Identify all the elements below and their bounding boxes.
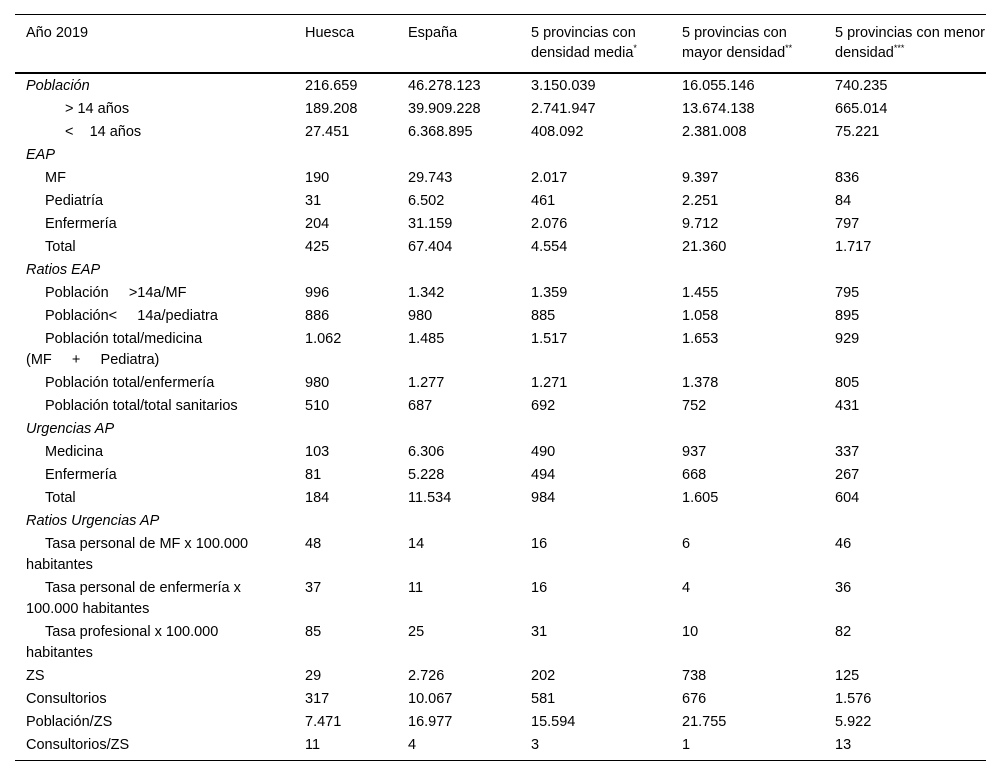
section-label: Urgencias AP <box>26 421 115 437</box>
cell: 11 <box>294 734 397 761</box>
row-label: Enfermería <box>45 216 117 232</box>
table-row <box>15 305 986 328</box>
cell: 740.235 <box>835 78 888 94</box>
cell: 125 <box>835 668 860 684</box>
cell: 21.360 <box>682 239 727 255</box>
cell: 317 <box>305 691 330 707</box>
cell: 2.741.947 <box>531 101 596 117</box>
row-label: Tasa personal de enfermería x 100.000 habitantes <box>26 580 241 617</box>
header-huesca: Huesca <box>294 15 397 74</box>
cell: 1.653 <box>682 331 719 347</box>
table-row <box>15 121 986 144</box>
cell: 668 <box>682 467 707 483</box>
cell: 82 <box>835 624 852 640</box>
header-densidad-media: 5 provincias con densidad media* <box>520 15 671 74</box>
cell: 9.712 <box>682 216 719 232</box>
cell: 1 <box>671 734 824 761</box>
cell: 2.076 <box>531 216 568 232</box>
cell: 738 <box>682 668 707 684</box>
section-label: EAP <box>26 147 56 163</box>
cell: 996 <box>305 285 330 301</box>
header-espana: España <box>397 15 520 74</box>
table-row <box>15 621 986 665</box>
cell: 836 <box>835 170 860 186</box>
cell: 11 <box>408 580 424 596</box>
table-row <box>15 487 986 510</box>
data-table <box>15 14 986 761</box>
row-label: Medicina <box>45 444 104 460</box>
cell: 37 <box>305 580 322 596</box>
cell: 29.743 <box>408 170 453 186</box>
row-label: Tasa personal de MF x 100.000 habitantes <box>26 536 249 573</box>
cell: 5.228 <box>408 467 445 483</box>
cell: 337 <box>835 444 860 460</box>
section-row <box>15 418 986 441</box>
row-label: Consultorios <box>26 691 107 707</box>
cell: 929 <box>835 331 860 347</box>
cell: 4 <box>397 734 520 761</box>
table-row <box>15 577 986 621</box>
row-label: ZS <box>26 668 45 684</box>
cell: 494 <box>531 467 556 483</box>
cell: 6 <box>682 536 691 552</box>
cell: 1.576 <box>835 691 872 707</box>
table-row <box>15 395 986 418</box>
cell: 510 <box>305 398 330 414</box>
cell: 85 <box>305 624 322 640</box>
cell: 1.455 <box>682 285 719 301</box>
section-label: Ratios Urgencias AP <box>26 513 160 529</box>
cell: 797 <box>835 216 860 232</box>
cell: 84 <box>835 193 852 209</box>
cell: 204 <box>305 216 330 232</box>
cell: 25 <box>408 624 425 640</box>
footnote-mark: * <box>633 43 637 53</box>
table-row <box>15 167 986 190</box>
row-label: Población/ZS <box>26 714 113 730</box>
cell: 2.251 <box>682 193 719 209</box>
section-row <box>15 510 986 533</box>
table-row <box>15 533 986 577</box>
cell: 16 <box>531 536 548 552</box>
cell: 1.062 <box>305 331 342 347</box>
footnote-mark: *** <box>893 43 905 53</box>
cell: 16.055.146 <box>682 78 755 94</box>
cell: 6.502 <box>408 193 445 209</box>
table-row <box>15 372 986 395</box>
cell: 1.517 <box>531 331 568 347</box>
table-row <box>15 441 986 464</box>
section-label: Población <box>26 78 90 94</box>
cell: 2.381.008 <box>682 124 747 140</box>
cell: 216.659 <box>305 78 358 94</box>
cell: 1.058 <box>682 308 719 324</box>
cell: 9.397 <box>682 170 719 186</box>
table-row <box>15 734 986 761</box>
cell: 980 <box>305 375 330 391</box>
row-label: MF <box>45 170 66 186</box>
cell: 189.208 <box>305 101 358 117</box>
cell: 1.717 <box>835 239 872 255</box>
table-row <box>15 711 986 734</box>
header-menor-densidad: 5 provincias con menor densidad*** <box>824 15 986 74</box>
cell: 1.277 <box>408 375 445 391</box>
cell: 4 <box>682 580 691 596</box>
cell: 937 <box>682 444 707 460</box>
cell: 1.485 <box>408 331 445 347</box>
row-label: Pediatría <box>45 193 104 209</box>
cell: 687 <box>408 398 433 414</box>
cell: 1.342 <box>408 285 445 301</box>
table-body <box>15 73 986 761</box>
row-label: Consultorios/ZS <box>15 734 294 761</box>
cell: 202 <box>531 668 556 684</box>
header-year: Año 2019 <box>15 15 294 74</box>
row-label: Total <box>45 490 76 506</box>
row-label: Población total/enfermería <box>45 375 215 391</box>
cell: 1.359 <box>531 285 568 301</box>
cell: 425 <box>305 239 330 255</box>
cell: 75.221 <box>835 124 880 140</box>
cell: 46 <box>835 536 852 552</box>
cell: 4.554 <box>531 239 568 255</box>
cell: 805 <box>835 375 860 391</box>
table-row <box>15 282 986 305</box>
cell: 886 <box>305 308 330 324</box>
cell: 16 <box>531 580 548 596</box>
cell: 2.017 <box>531 170 568 186</box>
cell: 27.451 <box>305 124 350 140</box>
table-row <box>15 73 986 98</box>
table-row <box>15 190 986 213</box>
row-label: Enfermería <box>45 467 117 483</box>
cell: 665.014 <box>835 101 888 117</box>
cell: 14 <box>408 536 425 552</box>
table-row <box>15 688 986 711</box>
cell: 11.534 <box>408 490 452 506</box>
cell: 10.067 <box>408 691 453 707</box>
row-label: < 14 años <box>65 124 142 140</box>
cell: 48 <box>305 536 322 552</box>
cell: 103 <box>305 444 330 460</box>
cell: 81 <box>305 467 322 483</box>
cell: 13 <box>824 734 986 761</box>
cell: 408.092 <box>531 124 584 140</box>
cell: 267 <box>835 467 860 483</box>
row-label: Población< 14a/pediatra <box>45 308 218 324</box>
cell: 31.159 <box>408 216 453 232</box>
cell: 31 <box>305 193 322 209</box>
cell: 984 <box>531 490 556 506</box>
cell: 46.278.123 <box>408 78 481 94</box>
section-row <box>15 144 986 167</box>
cell: 6.368.895 <box>408 124 473 140</box>
cell: 2.726 <box>408 668 445 684</box>
table-row <box>15 328 986 372</box>
header-row <box>15 15 986 74</box>
cell: 67.404 <box>408 239 453 255</box>
row-label: Población >14a/MF <box>45 285 187 301</box>
cell: 692 <box>531 398 556 414</box>
cell: 16.977 <box>408 714 453 730</box>
cell: 31 <box>531 624 548 640</box>
cell: 461 <box>531 193 556 209</box>
cell: 36 <box>835 580 852 596</box>
section-label: Ratios EAP <box>26 262 101 278</box>
table-row <box>15 236 986 259</box>
cell: 1.271 <box>531 375 568 391</box>
cell: 885 <box>531 308 556 324</box>
cell: 6.306 <box>408 444 445 460</box>
table-row <box>15 98 986 121</box>
row-label: Tasa profesional x 100.000 habitantes <box>26 624 219 661</box>
cell: 29 <box>305 668 322 684</box>
cell: 184 <box>305 490 330 506</box>
cell: 980 <box>408 308 433 324</box>
cell: 190 <box>305 170 330 186</box>
cell: 676 <box>682 691 707 707</box>
cell: 1.605 <box>682 490 719 506</box>
row-label: Total <box>45 239 76 255</box>
cell: 13.674.138 <box>682 101 755 117</box>
table-row <box>15 213 986 236</box>
table-row <box>15 464 986 487</box>
cell: 21.755 <box>682 714 727 730</box>
row-label: Población total/medicina (MF + Pediatra) <box>26 331 203 368</box>
table-row <box>15 665 986 688</box>
cell: 795 <box>835 285 860 301</box>
cell: 431 <box>835 398 860 414</box>
row-label: Población total/total sanitarios <box>45 398 238 414</box>
cell: 15.594 <box>531 714 576 730</box>
cell: 10 <box>682 624 699 640</box>
cell: 895 <box>835 308 860 324</box>
cell: 581 <box>531 691 556 707</box>
header-mayor-densidad: 5 provincias con mayor densidad** <box>671 15 824 74</box>
row-label: > 14 años <box>65 101 130 117</box>
cell: 3 <box>520 734 671 761</box>
cell: 7.471 <box>305 714 342 730</box>
cell: 39.909.228 <box>408 101 481 117</box>
footnote-mark: ** <box>785 43 793 53</box>
cell: 1.378 <box>682 375 719 391</box>
cell: 604 <box>835 490 860 506</box>
cell: 752 <box>682 398 707 414</box>
cell: 490 <box>531 444 556 460</box>
cell: 5.922 <box>835 714 872 730</box>
cell: 3.150.039 <box>531 78 596 94</box>
section-row <box>15 259 986 282</box>
